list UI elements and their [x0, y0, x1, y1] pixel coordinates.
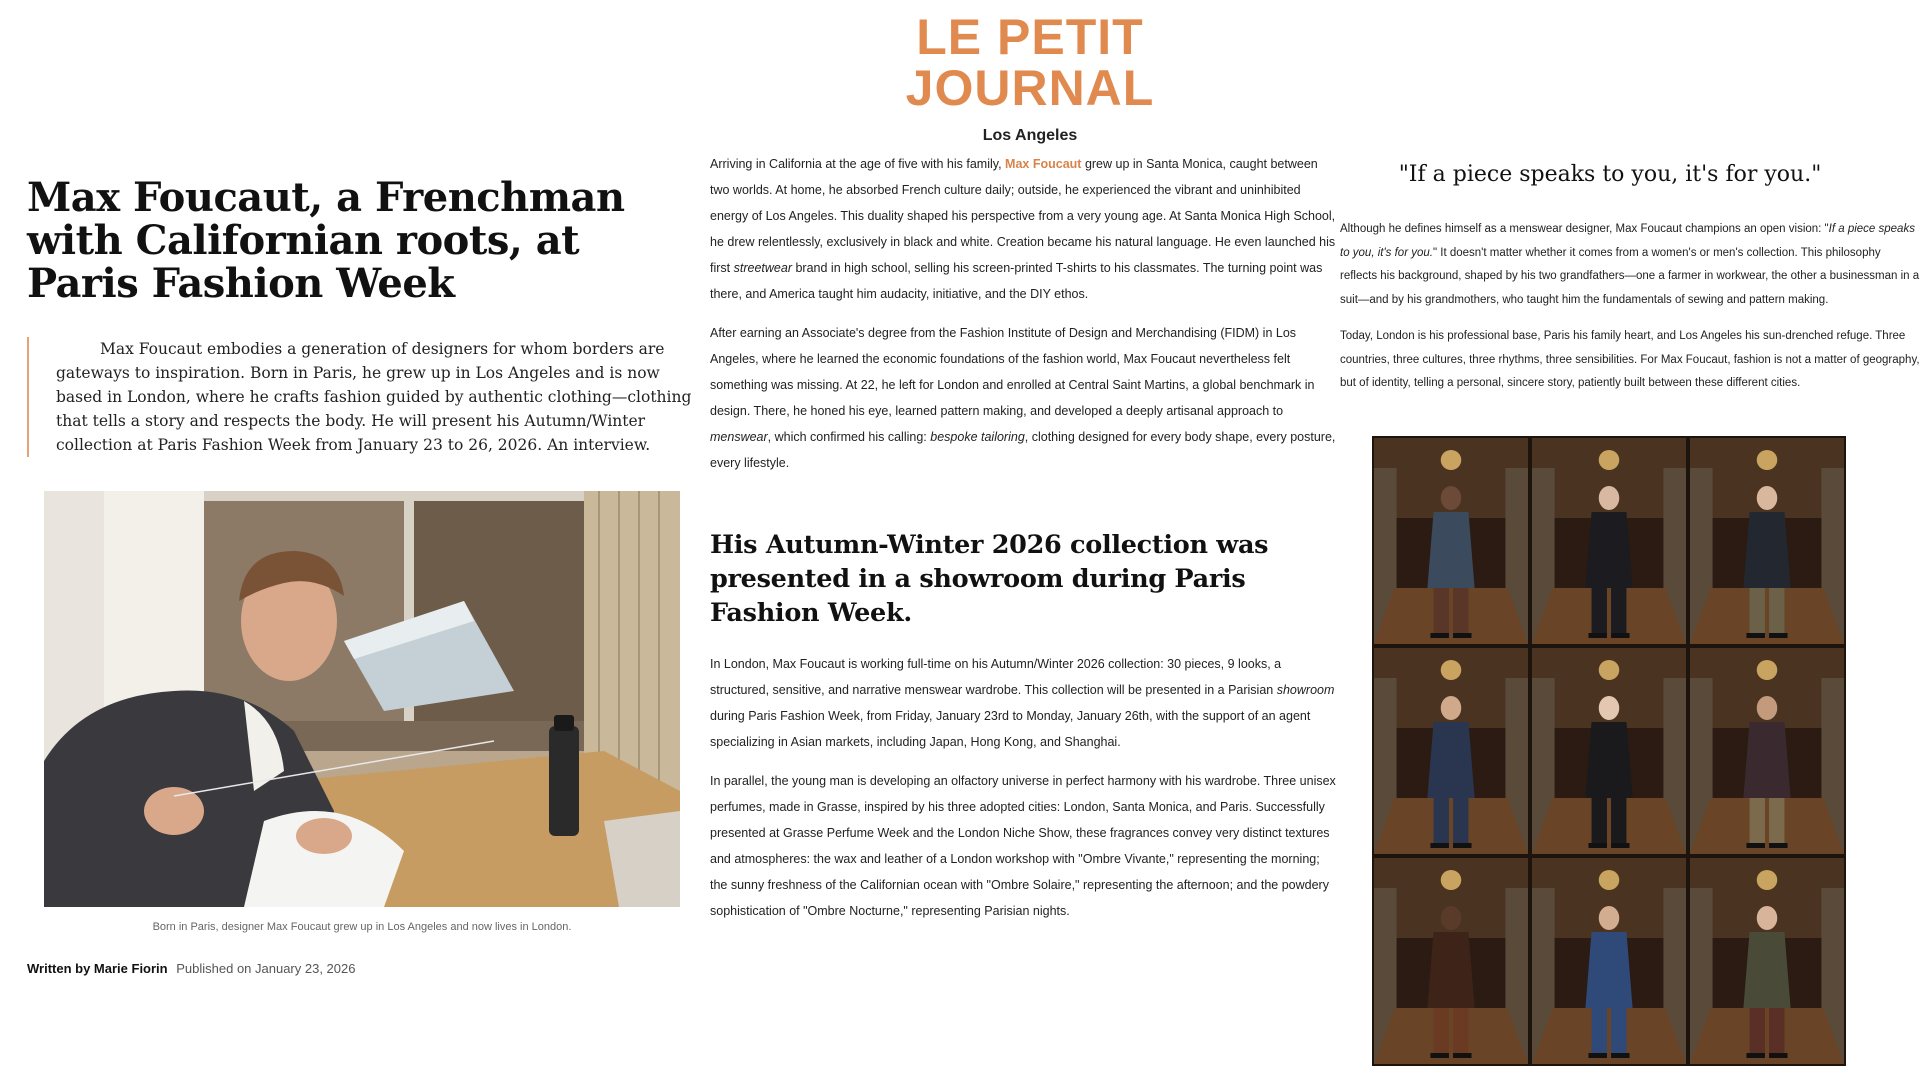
edition-city: Los Angeles [982, 127, 1078, 144]
runway-look-6 [1690, 648, 1844, 854]
runway-look-5 [1532, 648, 1686, 854]
paragraph-2-em-1: menswear [710, 430, 768, 444]
right-paragraph-2: Today, London is his professional base, Paris his family heart, and Los Angeles his sun-drenched refuge. Three countries, three cultures, three rhythms, three sensibilities. For Max Foucaut, fashion is not a matter of geography, but of identity, telling a personal, sincere story, patiently built between these different cities. [1340, 330, 1920, 389]
byline [27, 961, 355, 976]
designer-name-link[interactable]: Max Foucaut [1005, 157, 1082, 171]
section-subhead: His Autumn-Winter 2026 collection was presented in a showroom during Paris Fashion Week. [710, 530, 1269, 628]
collection-collage [1372, 436, 1846, 1066]
paragraph-3-text-a: In London, Max Foucaut is working full-time on his Autumn/Winter 2026 collection: 30 pieces, 9 looks, a structured, sensitive, and narrative menswear wardrobe. This collection will be presented in a Parisian [710, 657, 1282, 697]
article-lede [27, 337, 697, 457]
pull-quote: "If a piece speaks to you, it's for you." [1398, 162, 1822, 187]
byline-author[interactable]: Written by Marie Fiorin [27, 961, 168, 976]
article-headline: Max Foucaut, a Frenchman with Californian roots, at Paris Fashion Week [27, 174, 625, 307]
masthead [880, 9, 1180, 145]
photo-caption: Born in Paris, designer Max Foucaut grew up in Los Angeles and now lives in London. [152, 921, 572, 933]
paragraph-2-text-c: , clothing designed for every body shape, every posture, every lifestyle. [710, 430, 1336, 470]
paragraph-1-text-c: brand in high school, selling his screen-printed T-shirts to his classmates. The turning point was there, and America taught him audacity, initiative, and the DIY ethos. [710, 261, 1323, 301]
designer-photo [44, 491, 680, 907]
runway-look-8 [1532, 858, 1686, 1064]
paragraph-3-text-b: during Paris Fashion Week, from Friday, January 23rd to Monday, January 26th, with the support of an agent specializing in Asian markets, including Japan, Hong Kong, and Shanghai. [710, 709, 1311, 749]
paragraph-2-text-a: After earning an Associate's degree from the Fashion Institute of Design and Merchandising (FIDM) in Los Angeles, where he learned the economic foundations of the fashion world, Max Foucaut nevertheless felt something was missing. At 22, he left for London and enrolled at Central Saint Martins, a global benchmark in design. There, he honed his eye, learned pattern making, and developed a deeply artisanal approach to [710, 326, 1315, 418]
runway-look-7 [1374, 858, 1528, 1064]
lede-text: Max Foucaut embodies a generation of designers for whom borders are gateways to inspiration. Born in Paris, he grew up in Los Angeles and is now based in London, where he crafts fashion guided by authentic clothing—clothing that tells a story and respects the body. He will present his Autumn/Winter collection at Paris Fashion Week from January 23 to 26, 2026. An interview. [56, 340, 692, 454]
middle-column-top [710, 151, 1340, 489]
paragraph-1-em: streetwear [733, 261, 792, 275]
paragraph-2-text-b: , which confirmed his calling: [767, 430, 927, 444]
paragraph-1 [710, 151, 1340, 307]
right-paragraph-1 [1340, 218, 1920, 312]
site-logo[interactable] [880, 9, 1180, 116]
logo-line-2: JOURNAL [905, 60, 1155, 116]
paragraph-1-text-b: grew up in Santa Monica, caught between two worlds. At home, he absorbed French culture daily; outside, he experienced the vibrant and uninhibited energy of Los Angeles. This duality shaped his perspective from a very young age. At Santa Monica High School, he drew relentlessly, exclusively in black and white. Creation became his natural language. He even launched his first [710, 157, 1336, 275]
paragraph-3 [710, 651, 1340, 755]
runway-look-9 [1690, 858, 1844, 1064]
paragraph-4: In parallel, the young man is developing an olfactory universe in perfect harmony with his wardrobe. Three unisex perfumes, made in Grasse, inspired by his three adopted cities: London, Santa Monica, and Paris. Successfully presented at Grasse Perfume Week and the London Niche Show, these fragrances convey very distinct textures and atmospheres: the wax and leather of a London workshop with "Ombre Vivante," representing the morning; the sunny freshness of the Californian ocean with "Ombre Solaire," representing the afternoon; and the powdery sophistication of "Ombre Nocturne," representing Parisian nights. [710, 774, 1336, 918]
paragraph-2 [710, 320, 1340, 476]
paragraph-1-text-a: Arriving in California at the age of five with his family, [710, 157, 1002, 171]
runway-look-1 [1374, 438, 1528, 644]
paragraph-2-em-2: bespoke tailoring [930, 430, 1025, 444]
byline-date: Published on January 23, 2026 [176, 961, 356, 976]
paragraph-3-em: showroom [1276, 683, 1335, 697]
right-paragraph-1-text-a: Although he defines himself as a menswear designer, Max Foucaut champions an open vision: " [1340, 223, 1829, 235]
runway-look-3 [1690, 438, 1844, 644]
right-paragraph-1-em: If a piece speaks to you, it's for you. [1340, 223, 1915, 259]
logo-line-1: LE PETIT [916, 9, 1144, 65]
runway-look-2 [1532, 438, 1686, 644]
designer-photo-illustration [44, 491, 680, 907]
right-paragraph-1-text-b: " It doesn't matter whether it comes from a women's or men's collection. This philosophy reflects his background, shaped by his two grandfathers—one a farmer in workwear, the other a businessman in a suit—and by his grandmothers, who taught him the fundamentals of sewing and pattern making. [1340, 246, 1920, 306]
runway-look-4 [1374, 648, 1528, 854]
middle-column-bottom [710, 651, 1340, 937]
